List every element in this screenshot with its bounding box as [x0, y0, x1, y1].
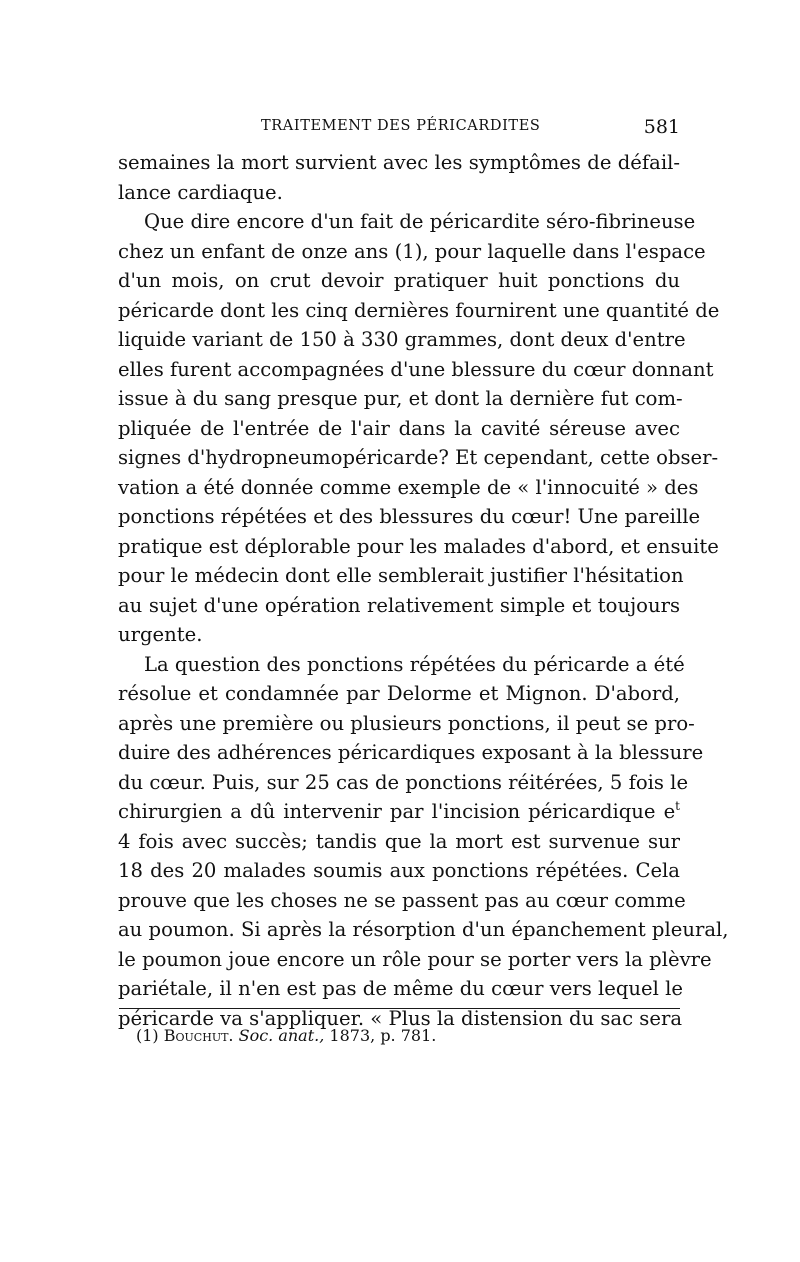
text-line: prouve que les choses ne se passent pas au cœur comme [118, 888, 686, 912]
text-line: 18 des 20 malades soumis aux ponctions répétées. Cela [118, 859, 680, 882]
text-line: du cœur. Puis, sur 25 cas de ponctions réitérées, 5 fois le [118, 770, 689, 794]
footnote-divider [119, 1008, 680, 1009]
footnote-author: Bouchut. [163, 1026, 234, 1045]
footnote-journal: Soc. anat., [238, 1026, 325, 1045]
text-line: au poumon. Si après la résorption d'un épanchement pleural, [118, 918, 729, 941]
text-line: pariétale, il n'en est pas de même du cœur vers lequel le [118, 977, 683, 1000]
text-line: duire des adhérences péricardiques exposant à la blessure [118, 741, 704, 764]
text-line: vation a été donnée comme exemple de « l'innocuité » des [118, 475, 699, 499]
paragraph-start-line: La question des ponctions répétées du péricarde a été [144, 652, 685, 676]
text-line: issue à du sang presque pur, et dont la dernière fut com- [118, 387, 683, 410]
text-line: chirurgien a dû intervenir par l'incision péricardique e [118, 800, 676, 823]
text-line: au sujet d'une opération relativement simple et toujours [118, 593, 680, 617]
running-title: TRAITEMENT DES PÉRICARDITES [261, 118, 541, 134]
text-line: pour le médecin dont elle semblerait justifier l'hésitation [118, 564, 684, 587]
superscript-letter: t [675, 799, 680, 813]
footnote [136, 1026, 436, 1045]
text-line: semaines la mort survient avec les symptômes de défail- [118, 151, 680, 174]
footnote-citation: 1873, p. 781. [329, 1026, 437, 1045]
text-line: d'un mois, on crut devoir pratiquer huit ponctions du [118, 269, 680, 292]
text-line: chez un enfant de onze ans (1), pour laquelle dans l'espace [118, 239, 706, 263]
text-line: elles furent accompagnées d'une blessure du cœur donnant [118, 357, 714, 381]
paragraph-start-line: Que dire encore d'un fait de péricardite séro-fibrineuse [144, 210, 696, 233]
body-text [118, 148, 729, 1033]
page-number: 581 [643, 116, 680, 138]
text-line: urgente. [118, 623, 203, 646]
text-line: ponctions répétées et des blessures du cœur! Une pareille [118, 505, 701, 528]
text-line-with-superscript [118, 797, 680, 827]
text-line: liquide variant de 150 à 330 grammes, dont deux d'entre [118, 328, 686, 351]
text-line: après une première ou plusieurs ponctions, il peut se pro- [118, 711, 695, 735]
text-line: le poumon joue encore un rôle pour se porter vers la plèvre [118, 947, 712, 971]
text-line: pliquée de l'entrée de l'air dans la cavité séreuse avec [118, 416, 680, 440]
text-line: 4 fois avec succès; tandis que la mort est survenue sur [118, 829, 680, 853]
text-line: péricarde dont les cinq dernières fournirent une quantité de [118, 298, 720, 322]
text-line: péricarde va s'appliquer. « Plus la distension du sac sera [118, 1006, 682, 1030]
text-line: résolue et condamnée par Delorme et Mignon. D'abord, [118, 682, 680, 705]
page-header [118, 116, 680, 140]
text-line: pratique est déplorable pour les malades d'abord, et ensuite [118, 534, 719, 558]
text-line: lance cardiaque. [118, 180, 283, 204]
footnote-marker: (1) [136, 1026, 159, 1045]
text-line: signes d'hydropneumopéricarde? Et cependant, cette obser- [118, 446, 719, 469]
